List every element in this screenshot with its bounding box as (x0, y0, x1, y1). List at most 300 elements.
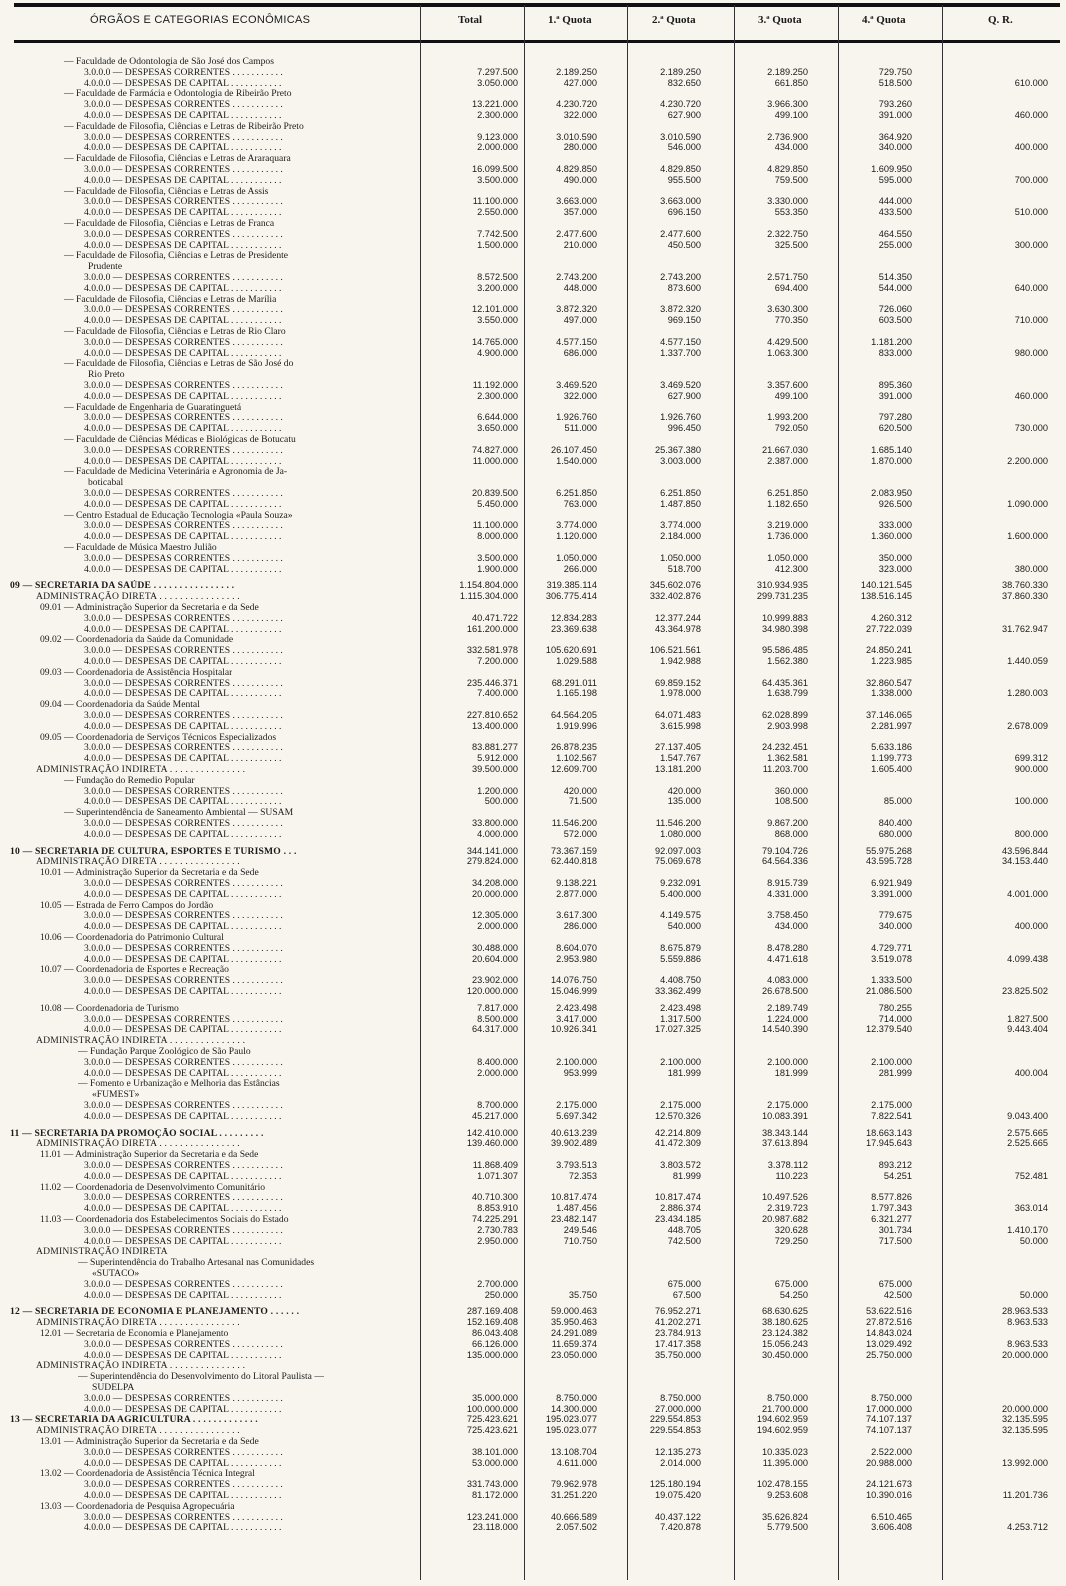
row-label: 4.0.0.0 — DESPESAS DE CAPITAL . . . . . . . . . . . (84, 1289, 282, 1301)
cell-total: 120.000.000 (466, 986, 518, 996)
cell-q3: 1.063.300 (767, 347, 808, 358)
cell-q2: 332.402.876 (649, 591, 701, 602)
cell-total: 4.900.000 (477, 347, 518, 358)
cell-total: 40.471.722 (472, 612, 518, 623)
cell-q1: 4.611.000 (556, 1457, 597, 1468)
row-label: 4.0.0.0 — DESPESAS DE CAPITAL . . . . . . . . . . . (84, 531, 282, 543)
cell-q3: 3.630.300 (767, 304, 808, 315)
cell-q1: 12.834.283 (551, 612, 597, 623)
cell-total: 331.743.000 (466, 1479, 518, 1490)
cell-q2: 8.750.000 (660, 1392, 701, 1403)
cell-q1: 3.663.000 (556, 196, 597, 207)
cell-q3: 3.966.300 (767, 99, 808, 110)
row-label: 3.0.0.0 — DESPESAS CORRENTES . . . . . . . . . . . (84, 488, 283, 499)
cell-q2: 75.069.678 (655, 856, 701, 867)
row-label: 4.0.0.0 — DESPESAS DE CAPITAL . . . . . . . . . . . (84, 796, 282, 808)
cell-q3: 412.300 (774, 563, 808, 574)
cell-total: 2.000.000 (477, 1067, 518, 1078)
cell-q3: 3.357.600 (767, 380, 808, 390)
cell-total: 3.050.000 (477, 77, 518, 88)
cell-q2: 1.978.000 (660, 688, 701, 699)
cell-q1: 12.609.700 (551, 764, 597, 774)
table-row (0, 477, 1066, 488)
table-row (0, 764, 1066, 775)
cell-q1: 4.230.720 (556, 99, 597, 110)
row-label: — Faculdade de Engenharia de Guaratinguetá (64, 401, 242, 413)
cell-total: 500.000 (484, 796, 518, 807)
table-row (0, 1447, 1066, 1458)
row-label: 4.0.0.0 — DESPESAS DE CAPITAL . . . . . . . . . . . (84, 142, 282, 154)
row-label: 13 — SECRETARIA DA AGRICULTURA . . . . . . . . . . . . . (10, 1414, 258, 1426)
table-row (0, 294, 1066, 305)
cell-q1: 8.604.070 (556, 942, 597, 953)
cell-total: 7.817.000 (477, 1002, 518, 1013)
cell-total: 100.000.000 (466, 1403, 518, 1414)
cell-q4: 55.975.268 (866, 845, 912, 856)
table-row (0, 921, 1066, 932)
table-row (0, 602, 1066, 613)
row-label: 4.0.0.0 — DESPESAS DE CAPITAL . . . . . . . . . . . (84, 1110, 282, 1122)
cell-q3: 2.319.723 (767, 1203, 808, 1214)
cell-q2: 229.554.853 (649, 1425, 701, 1436)
cell-total: 9.123.000 (477, 131, 518, 142)
row-label: 3.0.0.0 — DESPESAS CORRENTES . . . . . . . . . . . (84, 164, 283, 175)
cell-q3: 38.180.625 (762, 1317, 808, 1328)
cell-q3: 3.378.112 (767, 1160, 808, 1170)
cell-total: 7.742.500 (477, 228, 518, 239)
cell-total: 83.881.277 (472, 742, 518, 753)
cell-q2: 2.477.600 (660, 228, 701, 239)
cell-total: 142.410.000 (466, 1127, 518, 1138)
cell-q2: 27.137.405 (655, 742, 701, 753)
cell-q4: 333.000 (878, 520, 912, 531)
cell-q3: 9.253.608 (767, 1490, 808, 1500)
cell-q2: 23.434.185 (655, 1214, 701, 1224)
table-row (0, 1057, 1066, 1068)
cell-q4: 1.199.773 (871, 753, 912, 764)
table-row (0, 775, 1066, 786)
cell-total: 11.000.000 (472, 455, 518, 466)
table-row (0, 846, 1066, 857)
cell-q2: 1.317.500 (660, 1013, 701, 1024)
cell-q2: 3.872.320 (660, 304, 701, 315)
cell-q2: 81.999 (672, 1170, 701, 1181)
cell-q1: 15.046.999 (551, 986, 597, 996)
cell-q1: 322.000 (563, 390, 597, 401)
cell-total: 8.400.000 (477, 1056, 518, 1067)
cell-total: 8.853.910 (477, 1203, 518, 1214)
cell-q4: 21.086.500 (866, 986, 912, 996)
cell-q2: 3.010.590 (660, 131, 701, 142)
row-label: 12 — SECRETARIA DE ECONOMIA E PLANEJAMENTO . . . . . . (10, 1306, 300, 1318)
cell-q2: 27.000.000 (655, 1403, 701, 1414)
cell-qr: 610.000 (1014, 77, 1048, 88)
cell-total: 3.650.000 (477, 423, 518, 434)
cell-q3: 3.330.000 (767, 196, 808, 207)
table-row (0, 1339, 1066, 1350)
cell-total: 279.824.000 (466, 856, 518, 867)
cell-qr: 100.000 (1014, 796, 1048, 807)
cell-total: 8.572.500 (477, 272, 518, 282)
cell-q4: 2.522.000 (871, 1446, 912, 1457)
cell-q2: 25.367.380 (655, 444, 701, 455)
cell-q4: 340.000 (878, 921, 912, 932)
row-label: 4.0.0.0 — DESPESAS DE CAPITAL . . . . . . . . . . . (84, 77, 282, 89)
cell-q4: 12.379.540 (866, 1024, 912, 1035)
cell-q1: 448.000 (563, 282, 597, 293)
cell-q4: 1.360.000 (871, 531, 912, 542)
cell-q4: 17.945.643 (866, 1138, 912, 1149)
row-label: 3.0.0.0 — DESPESAS CORRENTES . . . . . . . . . . . (84, 1100, 283, 1111)
cell-q4: 620.500 (878, 423, 912, 434)
cell-q3: 21.700.000 (762, 1403, 808, 1414)
cell-total: 5.912.000 (477, 753, 518, 764)
header-qr: Q. R. (988, 14, 1013, 26)
row-label: 3.0.0.0 — DESPESAS CORRENTES . . . . . . . . . . . (84, 520, 283, 532)
cell-q2: 2.175.000 (660, 1100, 701, 1110)
cell-q1: 35.950.463 (551, 1317, 597, 1328)
cell-q4: 793.260 (878, 99, 912, 110)
cell-q2: 2.014.000 (660, 1457, 701, 1468)
cell-total: 152.169.408 (466, 1317, 518, 1328)
cell-q4: 37.146.065 (866, 710, 912, 720)
cell-q1: 2.057.502 (556, 1522, 597, 1533)
table-row (0, 964, 1066, 975)
cell-qr: 300.000 (1014, 239, 1048, 250)
cell-total: 135.000.000 (466, 1349, 518, 1360)
row-label: Rio Preto (88, 369, 125, 381)
cell-q2: 955.500 (667, 174, 701, 185)
cell-q3: 35.626.824 (762, 1511, 808, 1522)
cell-q4: 514.350 (878, 272, 912, 282)
table-row (0, 67, 1066, 78)
cell-q3: 24.232.451 (762, 742, 808, 753)
cell-q3: 181.999 (774, 1067, 808, 1078)
cell-qr: 510.000 (1014, 207, 1048, 218)
cell-q1: 210.000 (563, 239, 597, 250)
table-row (0, 466, 1066, 477)
table-row (0, 753, 1066, 764)
row-label: 10.06 — Coordenadoria do Patrimonio Cultural (40, 932, 224, 943)
table-row (0, 1089, 1066, 1100)
cell-q3: 11.395.000 (762, 1457, 808, 1468)
cell-q2: 2.184.000 (660, 531, 701, 542)
row-label: 13.02 — Coordenadoria de Assistência Técnica Integral (40, 1468, 255, 1480)
table-row (0, 1306, 1066, 1317)
table-row (0, 975, 1066, 986)
table-row (0, 186, 1066, 197)
row-label: 3.0.0.0 — DESPESAS CORRENTES . . . . . . . . . . . (84, 742, 283, 754)
table-row (0, 315, 1066, 326)
cell-qr: 20.000.000 (1002, 1349, 1048, 1360)
table-row (0, 423, 1066, 434)
cell-q1: 105.620.691 (545, 645, 597, 656)
row-label: 10.07 — Coordenadoria de Esportes e Recreação (40, 964, 229, 976)
cell-q1: 2.189.250 (556, 66, 597, 77)
cell-q2: 1.926.760 (660, 412, 701, 423)
header-total: Total (458, 14, 483, 26)
table-row (0, 1236, 1066, 1247)
cell-q3: 661.850 (774, 77, 808, 88)
cell-qr: 2.678.009 (1007, 720, 1048, 731)
row-label: 4.0.0.0 — DESPESAS DE CAPITAL . . . . . . . . . . . (84, 986, 282, 997)
row-label: 09.04 — Coordenadoria da Saúde Mental (40, 699, 200, 711)
cell-q4: 2.083.950 (871, 488, 912, 498)
row-label: ADMINISTRAÇÃO DIRETA . . . . . . . . . . . . . . . . (36, 1425, 240, 1437)
cell-q2: 627.900 (667, 390, 701, 401)
table-row (0, 218, 1066, 229)
table-row (0, 900, 1066, 911)
cell-q1: 8.750.000 (556, 1392, 597, 1403)
cell-q1: 490.000 (563, 174, 597, 185)
table-row (0, 591, 1066, 602)
row-label: 3.0.0.0 — DESPESAS CORRENTES . . . . . . . . . . . (84, 1224, 283, 1236)
cell-q1: 1.102.567 (556, 753, 597, 764)
cell-q3: 360.000 (774, 785, 808, 796)
cell-total: 40.710.300 (472, 1192, 518, 1203)
cell-q2: 7.420.878 (660, 1522, 701, 1533)
cell-q2: 17.027.325 (655, 1024, 701, 1035)
cell-q4: 1.181.200 (871, 336, 912, 347)
cell-qr: 1.600.000 (1007, 531, 1048, 542)
table-row (0, 196, 1066, 207)
cell-qr: 13.992.000 (1002, 1457, 1048, 1468)
cell-q3: 759.500 (774, 174, 808, 185)
row-label: 4.0.0.0 — DESPESAS DE CAPITAL . . . . . . . . . . . (84, 1170, 282, 1182)
row-label: 3.0.0.0 — DESPESAS CORRENTES . . . . . . . . . . . (84, 1013, 283, 1025)
row-label: 09.02 — Coordenadoria da Saúde da Comunidade (40, 634, 234, 646)
row-label: 10 — SECRETARIA DE CULTURA, ESPORTES E TURISMO . . . (10, 845, 297, 857)
row-label: 4.0.0.0 — DESPESAS DE CAPITAL . . . . . . . . . . . (84, 1024, 282, 1036)
table-row (0, 1257, 1066, 1268)
cell-qr: 9.443.404 (1007, 1024, 1048, 1035)
cell-q4: 797.280 (878, 412, 912, 423)
cell-q2: 996.450 (667, 423, 701, 434)
cell-qr: 400.000 (1014, 142, 1048, 153)
cell-q4: 1.223.985 (871, 656, 912, 666)
cell-q2: 229.554.853 (649, 1414, 701, 1425)
row-label: 4.0.0.0 — DESPESAS DE CAPITAL . . . . . . . . . . . (84, 921, 282, 933)
row-label: 4.0.0.0 — DESPESAS DE CAPITAL . . . . . . . . . . . (84, 174, 282, 186)
cell-q2: 3.469.520 (660, 380, 701, 390)
cell-q1: 953.999 (563, 1067, 597, 1078)
row-label: 4.0.0.0 — DESPESAS DE CAPITAL . . . . . . . . . . . (84, 753, 282, 765)
cell-q4: 24.850.241 (866, 645, 912, 656)
cell-q2: 67.500 (672, 1289, 701, 1300)
cell-q3: 15.056.243 (762, 1338, 808, 1349)
table-row (0, 656, 1066, 667)
cell-total: 33.800.000 (472, 818, 518, 828)
cell-total: 38.101.000 (472, 1446, 518, 1457)
cell-q1: 4.577.150 (556, 336, 597, 347)
cell-q3: 2.736.900 (767, 131, 808, 142)
cell-q4: 8.750.000 (871, 1392, 912, 1403)
cell-total: 35.000.000 (472, 1392, 518, 1403)
table-row (0, 867, 1066, 878)
row-label: 3.0.0.0 — DESPESAS CORRENTES . . . . . . . . . . . (84, 645, 283, 657)
table-row (0, 520, 1066, 531)
cell-q1: 322.000 (563, 110, 597, 120)
cell-qr: 23.825.502 (1002, 986, 1048, 996)
cell-q4: 27.722.039 (866, 623, 912, 634)
row-label: 11.02 — Coordenadoria de Desenvolvimento Comunitário (40, 1181, 266, 1193)
cell-total: 20.604.000 (472, 953, 518, 964)
cell-q4: 833.000 (878, 347, 912, 358)
row-label: — Faculdade de Filosofia, Ciências e Letras de São José do (64, 358, 294, 370)
cell-total: 74.827.000 (472, 444, 518, 455)
cell-q2: 19.075.420 (655, 1490, 701, 1500)
row-label: 13.03 — Coordenadoria de Pesquisa Agropecuária (40, 1500, 235, 1512)
cell-q4: 391.000 (878, 110, 912, 120)
cell-q1: 68.291.011 (551, 677, 597, 688)
cell-q3: 4.829.850 (767, 164, 808, 174)
cell-q1: 280.000 (563, 142, 597, 153)
row-label: 3.0.0.0 — DESPESAS CORRENTES . . . . . . . . . . . (84, 818, 283, 829)
cell-q3: 868.000 (774, 828, 808, 839)
cell-total: 1.500.000 (477, 239, 518, 250)
cell-q1: 3.469.520 (556, 380, 597, 390)
cell-q2: 4.408.750 (660, 975, 701, 986)
cell-total: 1.115.304.000 (459, 591, 518, 602)
cell-q3: 770.350 (774, 315, 808, 326)
cell-q4: 595.000 (878, 174, 912, 185)
row-label: ADMINISTRAÇÃO DIRETA . . . . . . . . . . . . . . . . (36, 1317, 240, 1329)
cell-q3: 102.478.155 (756, 1479, 808, 1490)
row-label: 3.0.0.0 — DESPESAS CORRENTES . . . . . . . . . . . (84, 1192, 283, 1204)
table-row (0, 88, 1066, 99)
row-label: ADMINISTRAÇÃO DIRETA . . . . . . . . . . . . . . . . (36, 1138, 240, 1150)
row-label: — Faculdade de Filosofia, Ciências e Letras de Assis (64, 185, 269, 197)
table-row (0, 1068, 1066, 1079)
table-row (0, 710, 1066, 721)
cell-q3: 1.362.581 (767, 753, 808, 764)
cell-q3: 4.429.500 (767, 336, 808, 347)
cell-q2: 3.615.998 (660, 720, 701, 731)
table-row (0, 272, 1066, 283)
cell-q3: 3.219.000 (767, 520, 808, 531)
cell-q2: 42.214.809 (655, 1127, 701, 1138)
row-label: 4.0.0.0 — DESPESAS DE CAPITAL . . . . . . . . . . . (84, 455, 282, 467)
table-row (0, 1035, 1066, 1046)
row-label: ADMINISTRAÇÃO DIRETA . . . . . . . . . . . . . . . . (36, 856, 240, 868)
cell-q1: 686.000 (563, 347, 597, 358)
cell-qr: 32.135.595 (1002, 1414, 1048, 1425)
cell-q4: 4.729.771 (871, 942, 912, 953)
cell-q4: 729.750 (878, 66, 912, 77)
table-row (0, 1382, 1066, 1393)
cell-qr: 752.481 (1014, 1170, 1048, 1181)
cell-q1: 2.743.200 (556, 272, 597, 282)
cell-q3: 194.602.959 (756, 1414, 808, 1425)
cell-q1: 26.107.450 (551, 444, 597, 455)
cell-total: 123.241.000 (466, 1511, 518, 1522)
cell-q2: 2.100.000 (660, 1056, 701, 1067)
row-label: 4.0.0.0 — DESPESAS DE CAPITAL . . . . . . . . . . . (84, 688, 282, 700)
row-label: 10.05 — Estrada de Ferro Campos do Jordão (40, 899, 214, 911)
cell-q2: 4.829.850 (660, 164, 701, 174)
cell-q2: 17.417.358 (655, 1338, 701, 1349)
table-row (0, 412, 1066, 423)
cell-q4: 74.107.137 (866, 1414, 912, 1425)
cell-total: 23.118.000 (472, 1522, 518, 1533)
row-label: 4.0.0.0 — DESPESAS DE CAPITAL . . . . . . . . . . . (84, 656, 282, 667)
cell-q4: 2.281.997 (871, 720, 912, 731)
table-row (0, 1414, 1066, 1425)
row-label: 11.03 — Coordenadoria dos Estabelecimentos Sociais do Estado (40, 1214, 289, 1225)
cell-q3: 2.322.750 (767, 228, 808, 239)
table-row (0, 580, 1066, 591)
table-row (0, 1490, 1066, 1501)
cell-qr: 1.090.000 (1007, 498, 1048, 509)
cell-q1: 249.546 (563, 1224, 597, 1235)
cell-q4: 6.921.949 (871, 878, 912, 888)
cell-total: 86.043.408 (472, 1328, 518, 1338)
table-row (0, 1522, 1066, 1533)
cell-q1: 266.000 (563, 563, 597, 574)
row-label: «SUTACO» (92, 1268, 140, 1279)
cell-q3: 194.602.959 (756, 1425, 808, 1436)
cell-q4: 1.333.500 (871, 975, 912, 986)
cell-q4: 4.260.312 (871, 612, 912, 623)
cell-qr: 9.043.400 (1007, 1110, 1048, 1121)
cell-q1: 511.000 (564, 423, 597, 434)
row-label: 4.0.0.0 — DESPESAS DE CAPITAL . . . . . . . . . . . (84, 1349, 282, 1361)
cell-q1: 1.926.760 (556, 412, 597, 423)
table-row (0, 954, 1066, 965)
cell-q1: 1.029.588 (556, 656, 597, 666)
table-row (0, 1046, 1066, 1057)
table-row (0, 434, 1066, 445)
table-row (0, 1328, 1066, 1339)
cell-q1: 23.482.147 (551, 1214, 597, 1224)
cell-q4: 43.595.728 (866, 856, 912, 867)
table-row (0, 699, 1066, 710)
cell-q1: 195.023.077 (545, 1425, 597, 1436)
cell-q4: 1.609.950 (871, 164, 912, 174)
cell-q4: 680.000 (878, 828, 912, 839)
cell-q4: 3.519.078 (871, 953, 912, 964)
cell-total: 11.868.409 (472, 1160, 518, 1170)
cell-q4: 518.500 (878, 77, 912, 88)
cell-q2: 4.230.720 (660, 99, 701, 110)
cell-q1: 35.750 (568, 1289, 597, 1300)
cell-q1: 73.367.159 (551, 845, 597, 856)
table-row (0, 796, 1066, 807)
table-row (0, 943, 1066, 954)
cell-q3: 434.000 (774, 921, 808, 932)
table-row (0, 531, 1066, 542)
cell-total: 2.950.000 (477, 1235, 518, 1246)
cell-total: 725.423.621 (466, 1414, 518, 1425)
row-label: — Faculdade de Odontologia de São José dos Campos (64, 56, 274, 67)
table-row (0, 207, 1066, 218)
row-label: 4.0.0.0 — DESPESAS DE CAPITAL . . . . . . . . . . . (84, 1067, 282, 1079)
cell-q4: 544.000 (878, 282, 912, 293)
table-row (0, 1360, 1066, 1371)
table-row (0, 326, 1066, 337)
cell-q4: 2.100.000 (871, 1056, 912, 1067)
cell-qr: 2.575.665 (1007, 1127, 1048, 1138)
table-row (0, 1290, 1066, 1301)
cell-q3: 325.500 (774, 239, 808, 250)
row-label: — Centro Estadual de Educação Tecnologia «Paula Souza» (64, 509, 293, 521)
table-row (0, 742, 1066, 753)
cell-q2: 3.803.572 (660, 1160, 701, 1170)
cell-q2: 627.900 (667, 110, 701, 120)
cell-qr: 4.253.712 (1007, 1522, 1048, 1533)
row-label: — Fundação Parque Zoológico de São Paulo (78, 1046, 251, 1057)
row-label: 3.0.0.0 — DESPESAS CORRENTES . . . . . . . . . . . (84, 1511, 283, 1523)
